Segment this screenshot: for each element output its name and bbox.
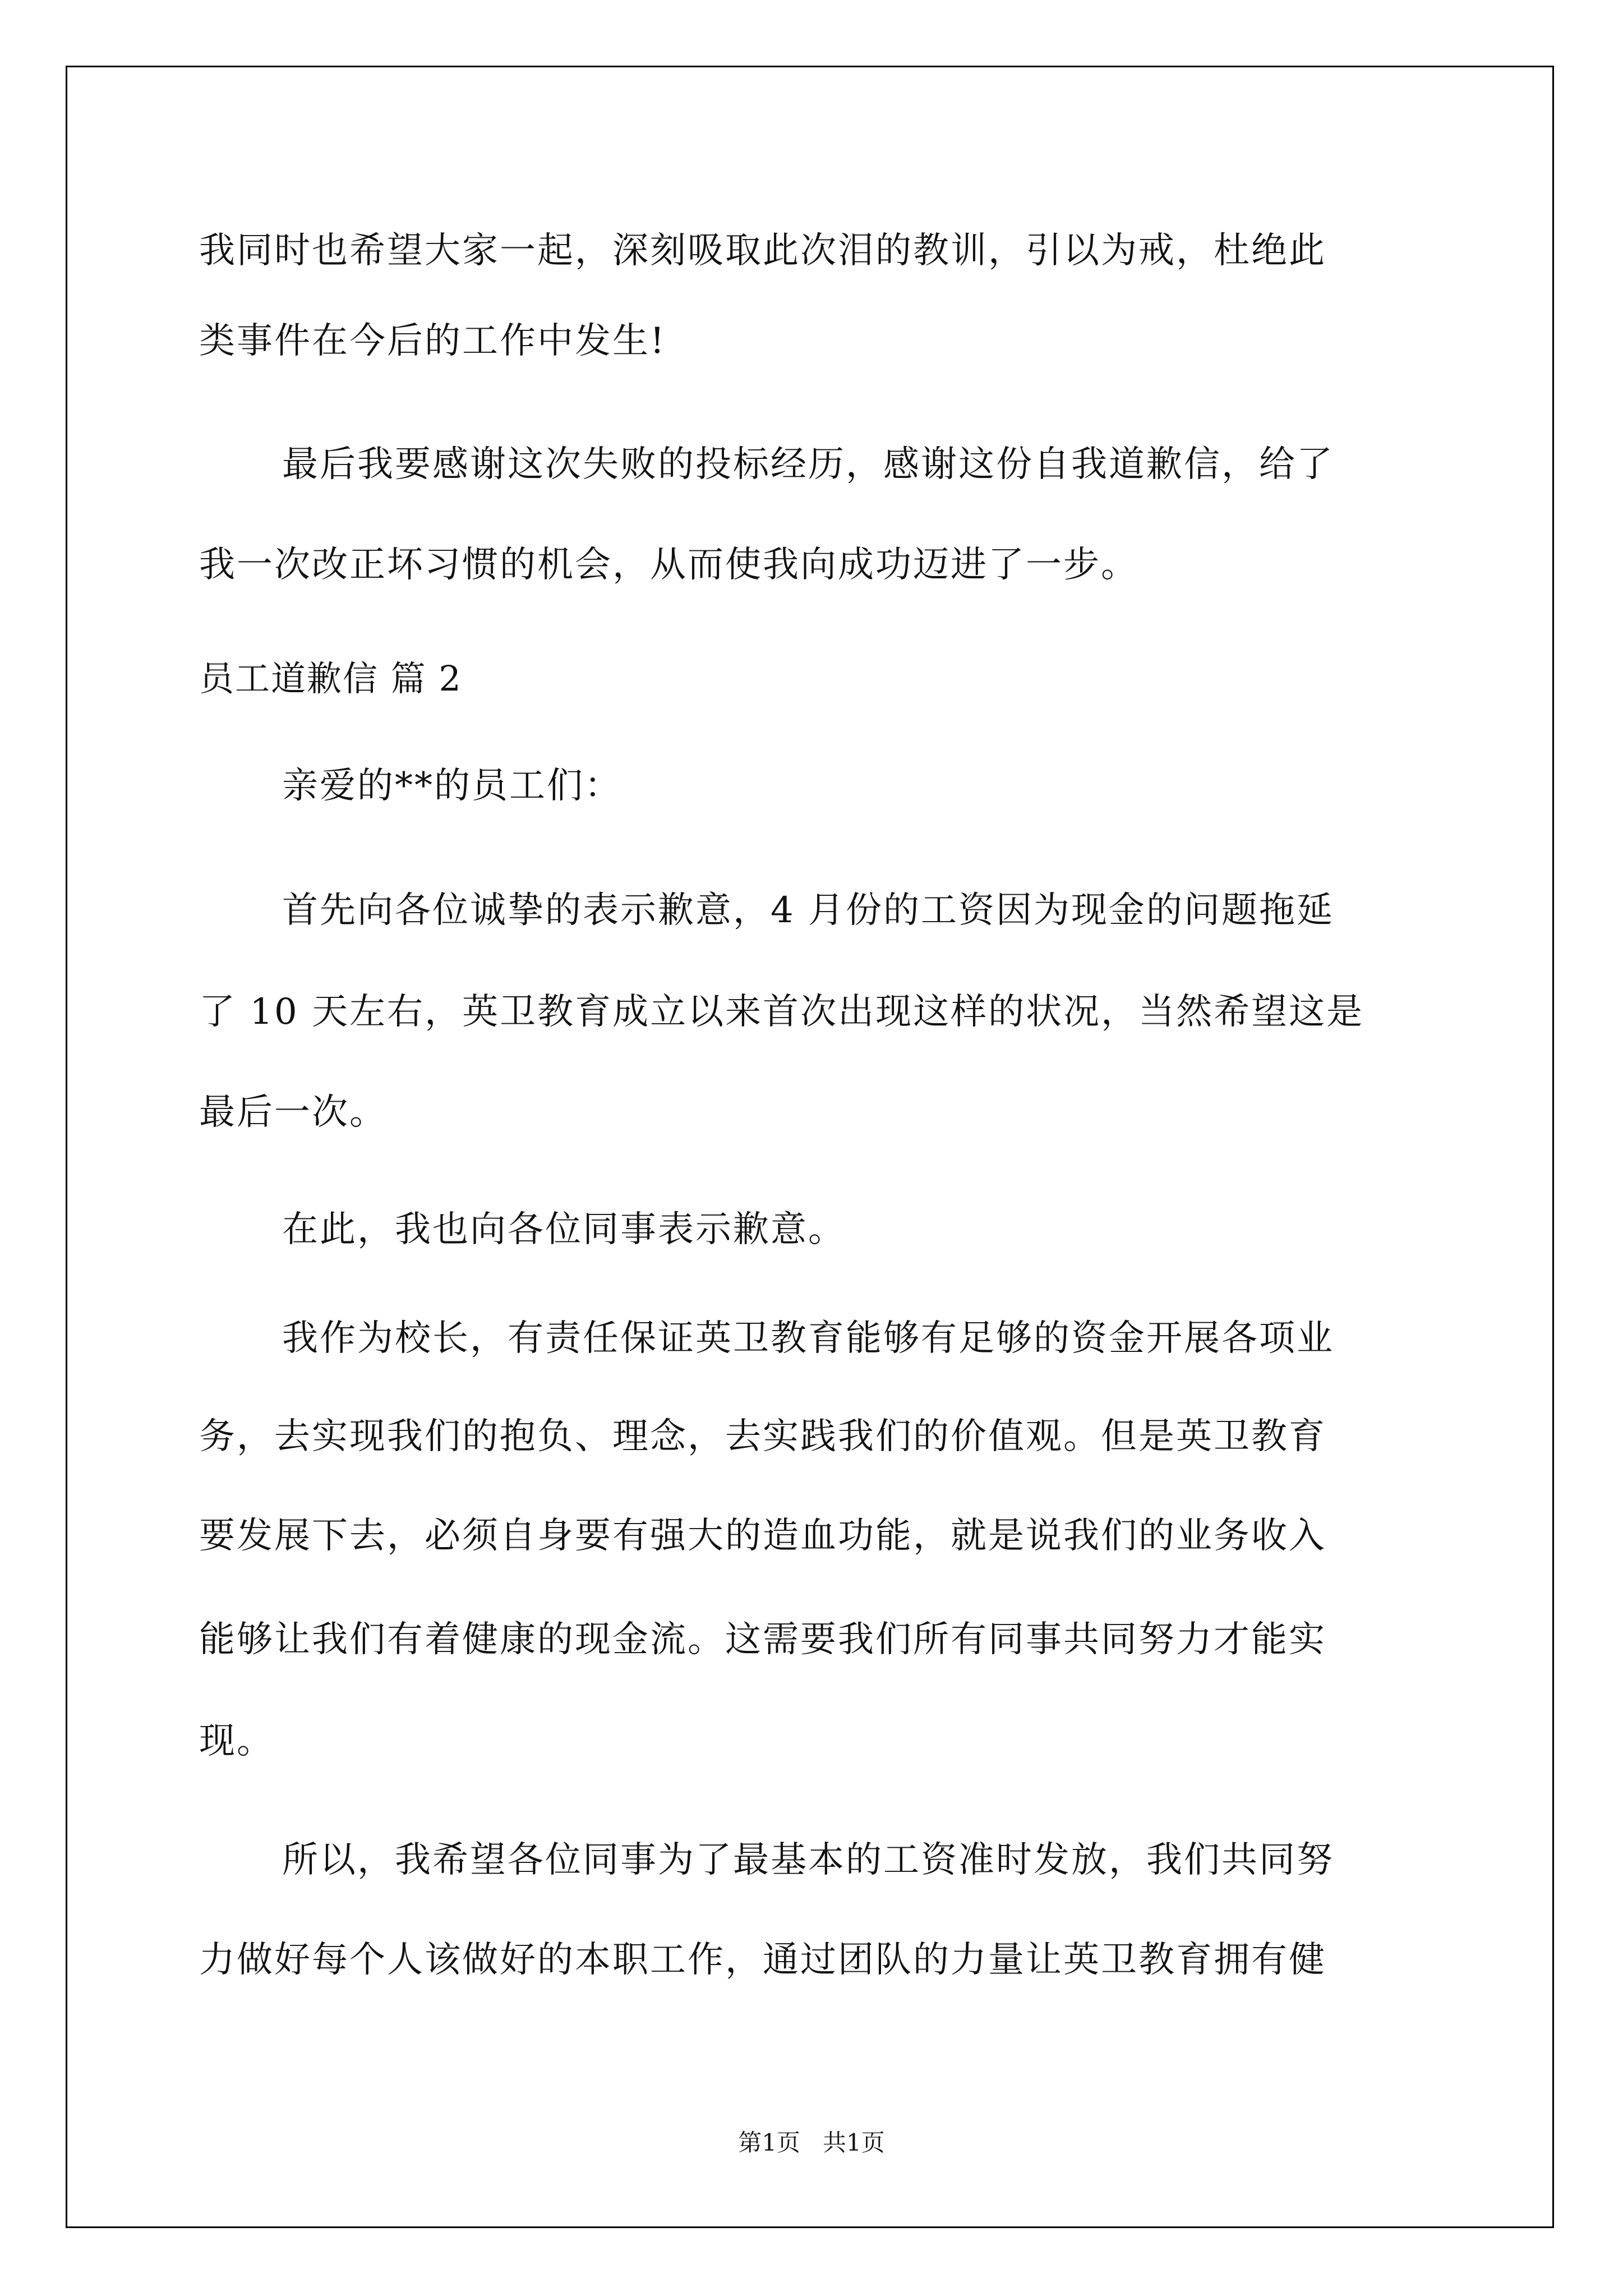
paragraph-line: 现。 [199, 1720, 274, 1762]
paragraph-line: 最后我要感谢这次失败的投标经历，感谢这份自我道歉信，给了 [282, 444, 1334, 485]
paragraph-line: 首先向各位诚挚的表示歉意，4 月份的工资因为现金的问题拖延 [282, 890, 1335, 931]
paragraph-line: 务，去实现我们的抱负、理念，去实践我们的价值观。但是英卫教育 [199, 1416, 1326, 1457]
paragraph-line: 最后一次。 [199, 1092, 387, 1133]
paragraph-line: 要发展下去，必须自身要有强大的造血功能，就是说我们的业务收入 [199, 1515, 1326, 1557]
paragraph-line: 我一次改正坏习惯的机会，从而使我向成功迈进了一步。 [199, 544, 1138, 586]
paragraph-line: 我同时也希望大家一起，深刻吸取此次泪的教训，引以为戒，杜绝此 [199, 230, 1326, 272]
page-footer: 第1页 共1页 [738, 2129, 885, 2156]
salutation: 亲爱的**的员工们： [282, 765, 622, 807]
paragraph-line: 我作为校长，有责任保证英卫教育能够有足够的资金开展各项业 [282, 1318, 1334, 1359]
paragraph-line: 能够让我们有着健康的现金流。这需要我们所有同事共同努力才能实 [199, 1619, 1326, 1660]
paragraph-line: 力做好每个人该做好的本职工作，通过团队的力量让英卫教育拥有健 [199, 1939, 1326, 1981]
paragraph-line: 所以，我希望各位同事为了最基本的工资准时发放，我们共同努 [282, 1839, 1334, 1881]
section-heading: 员工道歉信 篇 2 [199, 658, 462, 699]
paragraph-line: 在此，我也向各位同事表示歉意。 [282, 1209, 846, 1250]
page-border [66, 66, 1554, 2228]
paragraph-line: 了 10 天左右，英卫教育成立以来首次出现这样的状况，当然希望这是 [199, 991, 1364, 1033]
paragraph-line: 类事件在今后的工作中发生! [199, 320, 666, 362]
